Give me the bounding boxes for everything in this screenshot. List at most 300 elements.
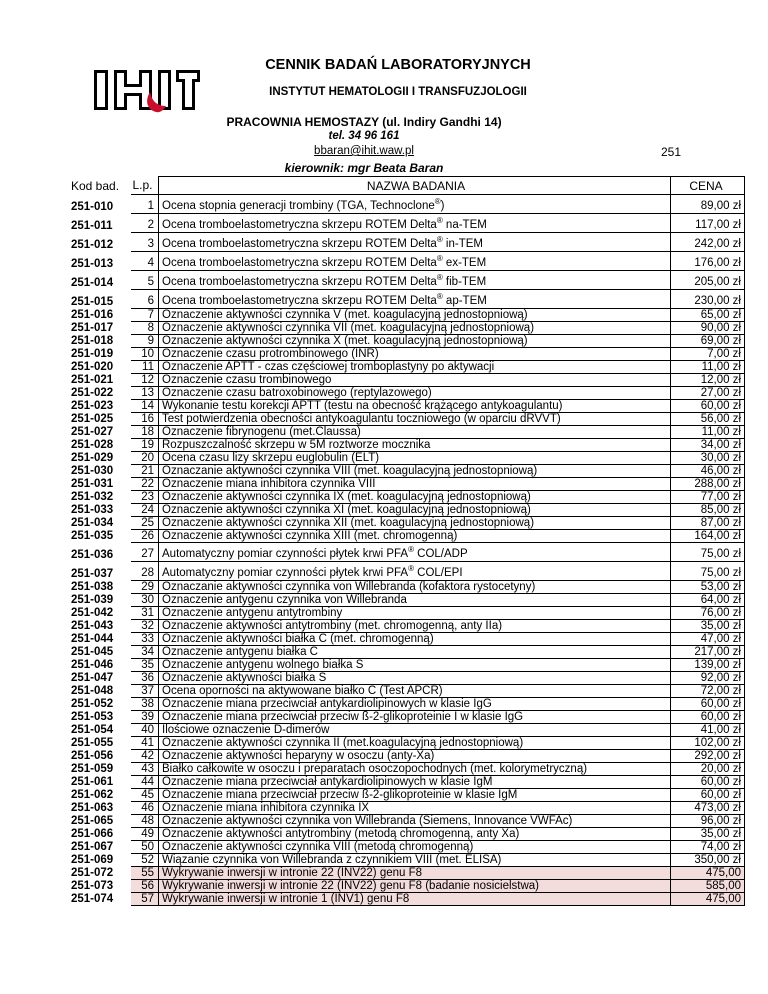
row-price: 292,00 zł: [671, 750, 745, 763]
table-row: [70, 750, 745, 763]
row-code: 251-025: [71, 413, 114, 425]
row-name-text: Oznaczenie czasu batroxobinowego (reptylazowego): [162, 387, 432, 399]
row-name: [159, 607, 671, 620]
table-row: [70, 233, 745, 252]
table-row: [70, 789, 745, 802]
row-price: 205,00 zł: [671, 271, 745, 290]
row-name: [159, 361, 671, 374]
row-code: 251-055: [71, 737, 114, 749]
row-lp: 50: [131, 841, 159, 854]
row-lp: 57: [131, 893, 159, 906]
row-name-suffix: COL/EPI: [413, 567, 463, 579]
row-name-suffix: na-TEM: [442, 219, 487, 231]
row-name: [159, 776, 671, 789]
row-name-text: Test potwierdzenia obecności antykoagulantu toczniowego (w oparciu dRVVT): [162, 413, 561, 425]
row-name-text: Ilościowe oznaczenie D-dimerów: [162, 724, 330, 736]
row-name-text: Oznaczenie miana przeciwciał antykardiolipinowych w klasie IgG: [162, 698, 492, 710]
row-price: 585,00: [671, 880, 745, 893]
row-name: [159, 802, 671, 815]
row-name: [159, 374, 671, 387]
row-lp: 46: [131, 802, 159, 815]
row-code: 251-066: [71, 828, 114, 840]
row-name-text: Oznaczenie aktywności antytrombiny (met. chromogenną, anty IIa): [162, 620, 503, 632]
lab-head: kierownik: mgr Beata Baran: [284, 161, 444, 175]
row-lp: 25: [131, 517, 159, 530]
table-row: [70, 802, 745, 815]
row-lp: 41: [131, 737, 159, 750]
row-code: 251-045: [71, 646, 114, 658]
table-row: [70, 478, 745, 491]
column-header-price: CENA: [671, 177, 745, 195]
row-name: [159, 737, 671, 750]
table-row: [70, 290, 745, 309]
row-name: [159, 491, 671, 504]
row-lp: 20: [131, 452, 159, 465]
row-name-text: Ocena tromboelastometryczna skrzepu ROTEM Delta: [162, 257, 437, 269]
row-price: 35,00 zł: [671, 620, 745, 633]
row-price: 30,00 zł: [671, 452, 745, 465]
table-row: [70, 724, 745, 737]
row-name: [159, 439, 671, 452]
row-name-text: Wykrywanie inwersji w intronie 22 (INV22) genu F8: [162, 867, 423, 879]
row-price: 164,00 zł: [671, 530, 745, 543]
row-price: 85,00 zł: [671, 504, 745, 517]
row-code: 251-053: [71, 711, 114, 723]
row-price: 76,00 zł: [671, 607, 745, 620]
table-row: [70, 776, 745, 789]
row-name-text: Oznaczenie miana przeciwciał antykardiolipinowych w klasie IgM: [162, 776, 493, 788]
row-price: 72,00 zł: [671, 685, 745, 698]
row-name-text: Ocena czasu lizy skrzepu euglobulin (ELT): [162, 452, 380, 464]
table-row: [70, 543, 745, 562]
row-code: 251-048: [71, 685, 114, 697]
row-lp: 39: [131, 711, 159, 724]
row-name: [159, 426, 671, 439]
row-name-text: Wykrywanie inwersji w intronie 1 (INV1) genu F8: [162, 893, 410, 905]
row-lp: 49: [131, 828, 159, 841]
row-name: [159, 789, 671, 802]
row-price: 11,00 zł: [671, 361, 745, 374]
row-name-text: Automatyczny pomiar czynności płytek krwi PFA: [162, 548, 409, 560]
row-name: [159, 854, 671, 867]
table-row: [70, 854, 745, 867]
row-name-text: Oznaczenie miana przeciwciał przeciw ß-2-glikoproteinie w klasie IgM: [162, 789, 518, 801]
table-row: [70, 867, 745, 880]
row-lp: 45: [131, 789, 159, 802]
row-lp: 12: [131, 374, 159, 387]
row-price: 60,00 zł: [671, 711, 745, 724]
row-name: [159, 348, 671, 361]
row-lp: 55: [131, 867, 159, 880]
row-code: 251-016: [71, 309, 114, 321]
row-code: 251-012: [71, 238, 114, 251]
row-price: 217,00 zł: [671, 646, 745, 659]
institute-name: INSTYTUT HEMATOLOGII I TRANSFUZJOLOGII: [269, 86, 527, 98]
row-price: 90,00 zł: [671, 322, 745, 335]
row-name: [159, 233, 671, 252]
row-lp: 29: [131, 581, 159, 594]
table-row: [70, 711, 745, 724]
row-price: 65,00 zł: [671, 309, 745, 322]
row-lp: 32: [131, 620, 159, 633]
row-name-text: Ocena tromboelastometryczna skrzepu ROTEM Delta: [162, 276, 437, 288]
row-name-text: Oznaczenie antygenu czynnika von Willebranda: [162, 594, 407, 606]
row-lp: 48: [131, 815, 159, 828]
row-lp: 7: [131, 309, 159, 322]
row-price: 475,00: [671, 893, 745, 906]
row-name: [159, 724, 671, 737]
row-price: 89,00 zł: [671, 195, 745, 214]
table-row: [70, 530, 745, 543]
table-row: [70, 465, 745, 478]
row-price: 12,00 zł: [671, 374, 745, 387]
row-name-text: Oznaczenie miana inhibitora czynnika IX: [162, 802, 370, 814]
row-price: 64,00 zł: [671, 594, 745, 607]
row-name: [159, 581, 671, 594]
table-row: [70, 387, 745, 400]
row-code: 251-036: [71, 548, 114, 561]
lab-name: PRACOWNIA HEMOSTAZY (ul. Indiry Gandhi 14): [226, 115, 502, 129]
row-name: [159, 195, 671, 214]
row-name-text: Wykrywanie inwersji w intronie 22 (INV22) genu F8 (badanie nosicielstwa): [162, 880, 540, 892]
row-code: 251-056: [71, 750, 114, 762]
row-price: 87,00 zł: [671, 517, 745, 530]
row-name-text: Oznaczenie APTT - czas częściowej tromboplastyny po aktywacji: [162, 361, 495, 373]
row-lp: 28: [131, 562, 159, 581]
row-name-text: Oznaczenie aktywności białka S: [162, 672, 327, 684]
row-code: 251-069: [71, 854, 114, 866]
row-price: 92,00 zł: [671, 672, 745, 685]
price-table: [70, 176, 745, 906]
row-name-text: Oznaczenie antygenu wolnego białka S: [162, 659, 364, 671]
row-name-text: Wykonanie testu korekcji APTT (testu na obecność krążącego antykoagulantu): [162, 400, 563, 412]
row-code: 251-032: [71, 491, 114, 503]
row-price: 176,00 zł: [671, 252, 745, 271]
row-lp: 10: [131, 348, 159, 361]
row-name-text: Rozpuszczalność skrzepu w 5M roztworze mocznika: [162, 439, 431, 451]
row-name: [159, 828, 671, 841]
table-row: [70, 517, 745, 530]
row-name-text: Ocena tromboelastometryczna skrzepu ROTEM Delta: [162, 238, 437, 250]
table-row: [70, 841, 745, 854]
table-row: [70, 685, 745, 698]
row-code: 251-010: [71, 200, 114, 213]
row-lp: 11: [131, 361, 159, 374]
column-header-code: Kod bad.: [71, 178, 120, 193]
row-name-suffix: ap-TEM: [442, 295, 487, 307]
row-name: [159, 672, 671, 685]
row-name: [159, 478, 671, 491]
row-price: 139,00 zł: [671, 659, 745, 672]
row-name: [159, 633, 671, 646]
row-name-text: Wiązanie czynnika von Willebranda z czynnikiem VIII (met. ELISA): [162, 854, 502, 866]
row-code: 251-052: [71, 698, 114, 710]
row-lp: 37: [131, 685, 159, 698]
row-code: 251-023: [71, 400, 114, 412]
row-name: [159, 335, 671, 348]
row-lp: 36: [131, 672, 159, 685]
row-name-suffix: COL/ADP: [413, 548, 468, 560]
row-code: 251-019: [71, 348, 114, 360]
row-code: 251-017: [71, 322, 114, 334]
row-name-text: Oznaczenie aktywności czynnika XIII (met. chromogenną): [162, 530, 458, 542]
row-name-text: Oznaczenie antygenu antytrombiny: [162, 607, 343, 619]
row-price: 60,00 zł: [671, 698, 745, 711]
table-row: [70, 195, 745, 214]
row-name: [159, 309, 671, 322]
row-code: 251-029: [71, 452, 114, 464]
row-code: 251-033: [71, 504, 114, 516]
page-number: 251: [661, 145, 682, 159]
table-row: [70, 633, 745, 646]
registered-mark: ®: [408, 564, 414, 574]
table-row: [70, 400, 745, 413]
row-lp: 34: [131, 646, 159, 659]
registered-mark: ®: [436, 292, 443, 302]
row-name: [159, 452, 671, 465]
row-code: 251-028: [71, 439, 114, 451]
row-lp: 4: [131, 252, 159, 271]
row-lp: 18: [131, 426, 159, 439]
table-row: [70, 672, 745, 685]
row-name: [159, 815, 671, 828]
row-name-text: Oznaczenie miana inhibitora czynnika VIII: [162, 478, 376, 490]
row-name: [159, 214, 671, 233]
row-lp: 38: [131, 698, 159, 711]
row-code: 251-065: [71, 815, 114, 827]
row-name-text: Oznaczenie aktywności czynnika X (met. koagulacyjną jednostopniową): [162, 335, 528, 347]
registered-mark: ®: [436, 235, 443, 245]
row-name-text: Ocena tromboelastometryczna skrzepu ROTEM Delta: [162, 295, 437, 307]
row-code: 251-063: [71, 802, 114, 814]
row-name: [159, 867, 671, 880]
row-lp: 5: [131, 271, 159, 290]
row-price: 74,00 zł: [671, 841, 745, 854]
table-row: [70, 562, 745, 581]
row-lp: 9: [131, 335, 159, 348]
row-lp: 24: [131, 504, 159, 517]
row-name-text: Oznaczenie aktywności czynnika VII (met. koagulacyjną jednostopniową): [162, 322, 535, 334]
row-name: [159, 562, 671, 581]
row-price: 96,00 zł: [671, 815, 745, 828]
row-lp: 26: [131, 530, 159, 543]
row-price: 60,00 zł: [671, 400, 745, 413]
row-name: [159, 698, 671, 711]
row-code: 251-021: [71, 374, 114, 386]
row-code: 251-061: [71, 776, 114, 788]
table-row: [70, 374, 745, 387]
row-lp: 6: [131, 290, 159, 309]
row-name-text: Oznaczenie aktywności czynnika von Willebranda (Siemens, Innovance VWFAc): [162, 815, 573, 827]
row-name: [159, 387, 671, 400]
row-lp: 22: [131, 478, 159, 491]
row-name: [159, 750, 671, 763]
row-lp: 43: [131, 763, 159, 776]
row-code: 251-022: [71, 387, 114, 399]
row-name: [159, 465, 671, 478]
table-row: [70, 620, 745, 633]
row-price: 11,00 zł: [671, 426, 745, 439]
row-name: [159, 290, 671, 309]
table-row: [70, 880, 745, 893]
row-name-text: Oznaczenie aktywności antytrombiny (metodą chromogenną, anty Xa): [162, 828, 520, 840]
table-row: [70, 271, 745, 290]
row-name: [159, 659, 671, 672]
row-price: 41,00 zł: [671, 724, 745, 737]
row-code: 251-034: [71, 517, 114, 529]
row-price: 117,00 zł: [671, 214, 745, 233]
row-name-text: Oznaczenie aktywności czynnika IX (met. koagulacyjną jednostopniową): [162, 491, 531, 503]
table-row: [70, 607, 745, 620]
row-name-text: Oznaczanie aktywności czynnika von Willebranda (kofaktora rystocetyny): [162, 581, 536, 593]
row-price: 102,00 zł: [671, 737, 745, 750]
row-lp: 21: [131, 465, 159, 478]
row-code: 251-038: [71, 581, 114, 593]
row-code: 251-047: [71, 672, 114, 684]
row-code: 251-018: [71, 335, 114, 347]
registered-mark: ®: [434, 197, 441, 207]
table-header-row: [70, 177, 745, 195]
row-price: 47,00 zł: [671, 633, 745, 646]
row-name-text: Oznaczenie aktywności heparyny w osoczu (anty-Xa): [162, 750, 435, 762]
row-name: [159, 841, 671, 854]
row-price: 35,00 zł: [671, 828, 745, 841]
row-lp: 1: [131, 195, 159, 214]
lab-phone: tel. 34 96 161: [328, 130, 400, 142]
table-row: [70, 763, 745, 776]
row-code: 251-072: [71, 867, 114, 879]
row-lp: 52: [131, 854, 159, 867]
table-row: [70, 594, 745, 607]
page-title: CENNIK BADAŃ LABORATORYJNYCH: [265, 57, 531, 73]
row-name-text: Białko całkowite w osoczu i preparatach osoczopochodnych (met. kolorymetryczną): [162, 763, 588, 775]
row-lp: 42: [131, 750, 159, 763]
row-name: [159, 543, 671, 562]
row-lp: 8: [131, 322, 159, 335]
row-price: 288,00 zł: [671, 478, 745, 491]
table-row: [70, 698, 745, 711]
row-name: [159, 400, 671, 413]
row-name: [159, 711, 671, 724]
row-price: 75,00 zł: [671, 562, 745, 581]
table-row: [70, 646, 745, 659]
row-name: [159, 530, 671, 543]
table-row: [70, 659, 745, 672]
table-row: [70, 413, 745, 426]
row-lp: 27: [131, 543, 159, 562]
row-name: [159, 517, 671, 530]
row-price: 20,00 zł: [671, 763, 745, 776]
row-price: 7,00 zł: [671, 348, 745, 361]
row-name: [159, 594, 671, 607]
row-code: 251-031: [71, 478, 114, 490]
table-row: [70, 426, 745, 439]
row-price: 60,00 zł: [671, 776, 745, 789]
row-name-suffix: ): [440, 200, 445, 212]
row-price: 350,00 zł: [671, 854, 745, 867]
table-row: [70, 348, 745, 361]
row-name: [159, 413, 671, 426]
table-row: [70, 322, 745, 335]
lab-email-link[interactable]: bbaran@ihit.waw.pl: [314, 145, 414, 157]
row-code: 251-042: [71, 607, 114, 619]
table-row: [70, 361, 745, 374]
row-code: 251-011: [71, 219, 113, 232]
table-row: [70, 893, 745, 906]
table-row: [70, 439, 745, 452]
column-header-lp: L.p.: [131, 177, 159, 195]
row-price: 27,00 zł: [671, 387, 745, 400]
row-price: 53,00 zł: [671, 581, 745, 594]
row-code: 251-020: [71, 361, 114, 373]
row-name: [159, 271, 671, 290]
row-lp: 13: [131, 387, 159, 400]
row-price: 230,00 zł: [671, 290, 745, 309]
row-lp: 3: [131, 233, 159, 252]
row-name: [159, 685, 671, 698]
row-name-text: Oznaczenie antygenu białka C: [162, 646, 318, 658]
row-name-text: Oznaczanie aktywności czynnika VIII (met. koagulacyjną jednostopniową): [162, 465, 538, 477]
table-row: [70, 252, 745, 271]
table-row: [70, 214, 745, 233]
row-name-text: Oznaczenie aktywności czynnika II (met.koagulacyjną jednostopniową): [162, 737, 524, 749]
table-row: [70, 335, 745, 348]
row-price: 34,00 zł: [671, 439, 745, 452]
row-name-text: Oznaczenie czasu trombinowego: [162, 374, 332, 386]
registered-mark: ®: [436, 254, 443, 264]
row-lp: 2: [131, 214, 159, 233]
row-price: 77,00 zł: [671, 491, 745, 504]
row-code: 251-044: [71, 633, 114, 645]
row-price: 473,00 zł: [671, 802, 745, 815]
row-name-suffix: fib-TEM: [442, 276, 487, 288]
row-code: 251-039: [71, 594, 114, 606]
row-name: [159, 620, 671, 633]
row-code: 251-043: [71, 620, 114, 632]
row-name: [159, 763, 671, 776]
table-row: [70, 452, 745, 465]
registered-mark: ®: [436, 216, 443, 226]
registered-mark: ®: [408, 545, 414, 555]
row-name: [159, 322, 671, 335]
table-row: [70, 815, 745, 828]
row-code: 251-073: [71, 880, 114, 892]
row-name-text: Automatyczny pomiar czynności płytek krwi PFA: [162, 567, 409, 579]
row-code: 251-059: [71, 763, 114, 775]
row-code: 251-013: [71, 257, 114, 270]
row-name: [159, 646, 671, 659]
row-name-text: Oznaczenie czasu protrombinowego (INR): [162, 348, 379, 360]
row-name: [159, 504, 671, 517]
row-code: 251-014: [71, 276, 114, 289]
row-name: [159, 880, 671, 893]
row-code: 251-030: [71, 465, 114, 477]
table-row: [70, 491, 745, 504]
row-lp: 44: [131, 776, 159, 789]
row-lp: 35: [131, 659, 159, 672]
row-name-suffix: in-TEM: [442, 238, 483, 250]
row-lp: 30: [131, 594, 159, 607]
row-price: 60,00 zł: [671, 789, 745, 802]
registered-mark: ®: [436, 273, 443, 283]
row-name: [159, 893, 671, 906]
row-lp: 40: [131, 724, 159, 737]
row-name: [159, 252, 671, 271]
row-name-text: Oznaczenie aktywności czynnika V (met. koagulacyjną jednostopniową): [162, 309, 528, 321]
row-lp: 31: [131, 607, 159, 620]
table-row: [70, 581, 745, 594]
row-code: 251-067: [71, 841, 114, 853]
